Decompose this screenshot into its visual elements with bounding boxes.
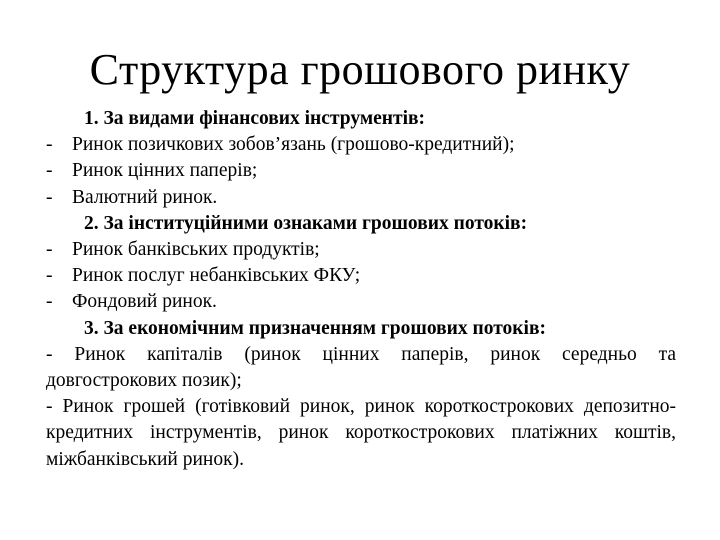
paragraph-money-market: - Ринок грошей (готівковий ринок, ринок короткострокових депозитно-кредитних інструментів, ринок короткострокових платіжних коштів, міжбанківський ринок). (46, 396, 676, 470)
list-dash: - (46, 186, 53, 208)
list-item-text: Валютний ринок. (72, 186, 218, 208)
section-heading-1: 1. За видами фінансових інструментів: (84, 108, 426, 129)
list-dash: - (46, 291, 53, 313)
list-dash: - (46, 134, 53, 156)
list-dash: - (46, 265, 53, 287)
list-item (46, 132, 676, 158)
slide-content (46, 106, 676, 473)
slide-title: Структура грошового ринку (89, 45, 631, 94)
list-dash: - (46, 239, 53, 261)
list-item-text: Ринок послуг небанківських ФКУ; (72, 265, 361, 287)
section-heading-3: 3. За економічним призначенням грошових потоків: (84, 317, 546, 339)
list-item (46, 237, 676, 263)
list-item (46, 289, 676, 315)
list-item-text: Ринок банківських продуктів; (72, 239, 320, 261)
list-dash: - (46, 160, 53, 182)
section-heading-2: 2. За інституційними ознаками грошових потоків: (84, 212, 528, 234)
list-item (46, 158, 676, 184)
list-item-text: Ринок цінних паперів; (72, 160, 258, 182)
list-item (46, 185, 676, 211)
list-item (46, 263, 676, 289)
list-item-text: Фондовий ринок. (72, 291, 217, 313)
list-item-text: Ринок позичкових зобов’язань (грошово-кредитний); (72, 134, 515, 156)
paragraph-capital-market: - Ринок капіталів (ринок цінних паперів, ринок середньо та довгострокових позик); (46, 343, 676, 392)
